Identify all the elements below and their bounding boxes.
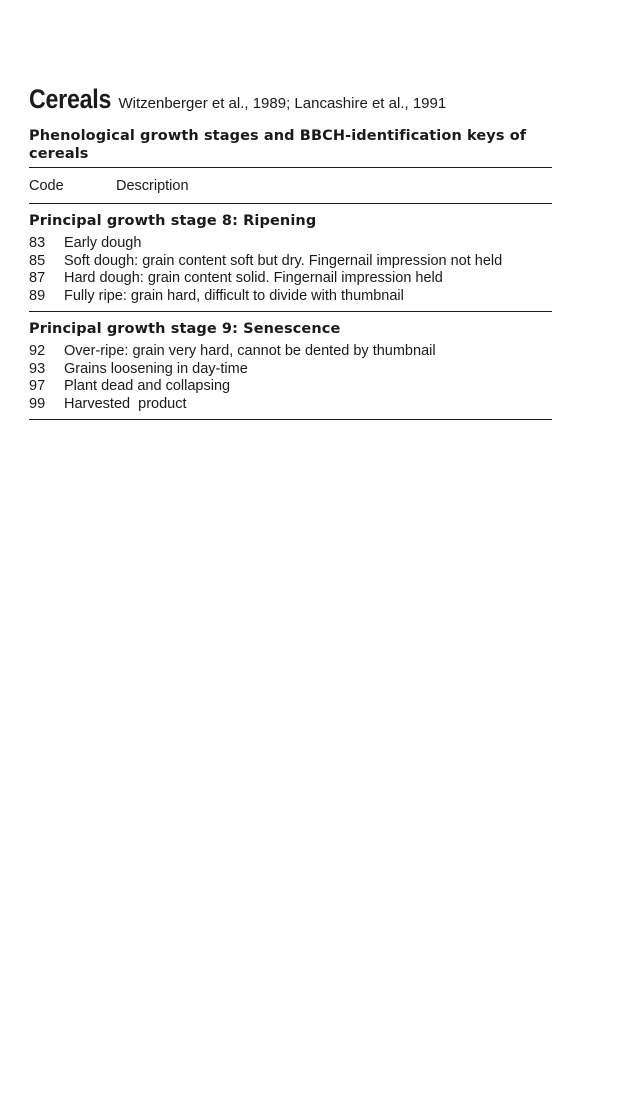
section-title-senescence: Principal growth stage 9: Senescence: [29, 321, 341, 337]
header-bottom-rule: [29, 203, 552, 204]
table-row: [29, 288, 552, 306]
stage-description: Soft dough: grain content soft but dry. Fingernail impression not held: [64, 252, 503, 269]
table-row: [29, 343, 552, 361]
table-row: [29, 270, 552, 288]
stage-description: Harvested product: [64, 395, 187, 412]
stage-code: 99: [29, 395, 46, 412]
table-header: [29, 168, 552, 203]
description-column-header: Description: [116, 177, 189, 194]
stage-description: Plant dead and collapsing: [64, 378, 231, 394]
entries-senescence: [29, 343, 552, 413]
subtitle: Phenological growth stages and BBCH-identification keys of cereals: [29, 128, 527, 162]
code-column-header: Code: [29, 177, 64, 194]
stage-code: 89: [29, 287, 46, 304]
table-row: [29, 361, 552, 379]
table-row: [29, 235, 552, 253]
section-divider-rule: [29, 311, 552, 312]
stage-code: 97: [29, 378, 46, 394]
title-line: [29, 84, 552, 115]
stage-description: Grains loosening in day-time: [64, 360, 248, 377]
stage-code: 87: [29, 270, 46, 286]
stage-description: Early dough: [64, 235, 142, 251]
table-row: [29, 396, 552, 414]
document-body: [29, 84, 552, 420]
table-bottom-rule: [29, 419, 552, 420]
stage-code: 85: [29, 252, 46, 269]
stage-code: 92: [29, 343, 46, 359]
stage-code: 83: [29, 235, 46, 251]
stage-description: Fully ripe: grain hard, difficult to divide with thumbnail: [64, 287, 404, 304]
page-title: Cereals: [29, 84, 112, 114]
table-row: [29, 378, 552, 396]
title-references: Witzenberger et al., 1989; Lancashire et al., 1991: [118, 95, 447, 112]
stage-description: Over-ripe: grain very hard, cannot be dented by thumbnail: [64, 343, 436, 359]
entries-ripening: [29, 235, 552, 305]
table-row: [29, 253, 552, 271]
section-title-ripening: Principal growth stage 8: Ripening: [29, 213, 317, 229]
stage-code: 93: [29, 360, 46, 377]
stage-description: Hard dough: grain content solid. Fingernail impression held: [64, 270, 443, 286]
